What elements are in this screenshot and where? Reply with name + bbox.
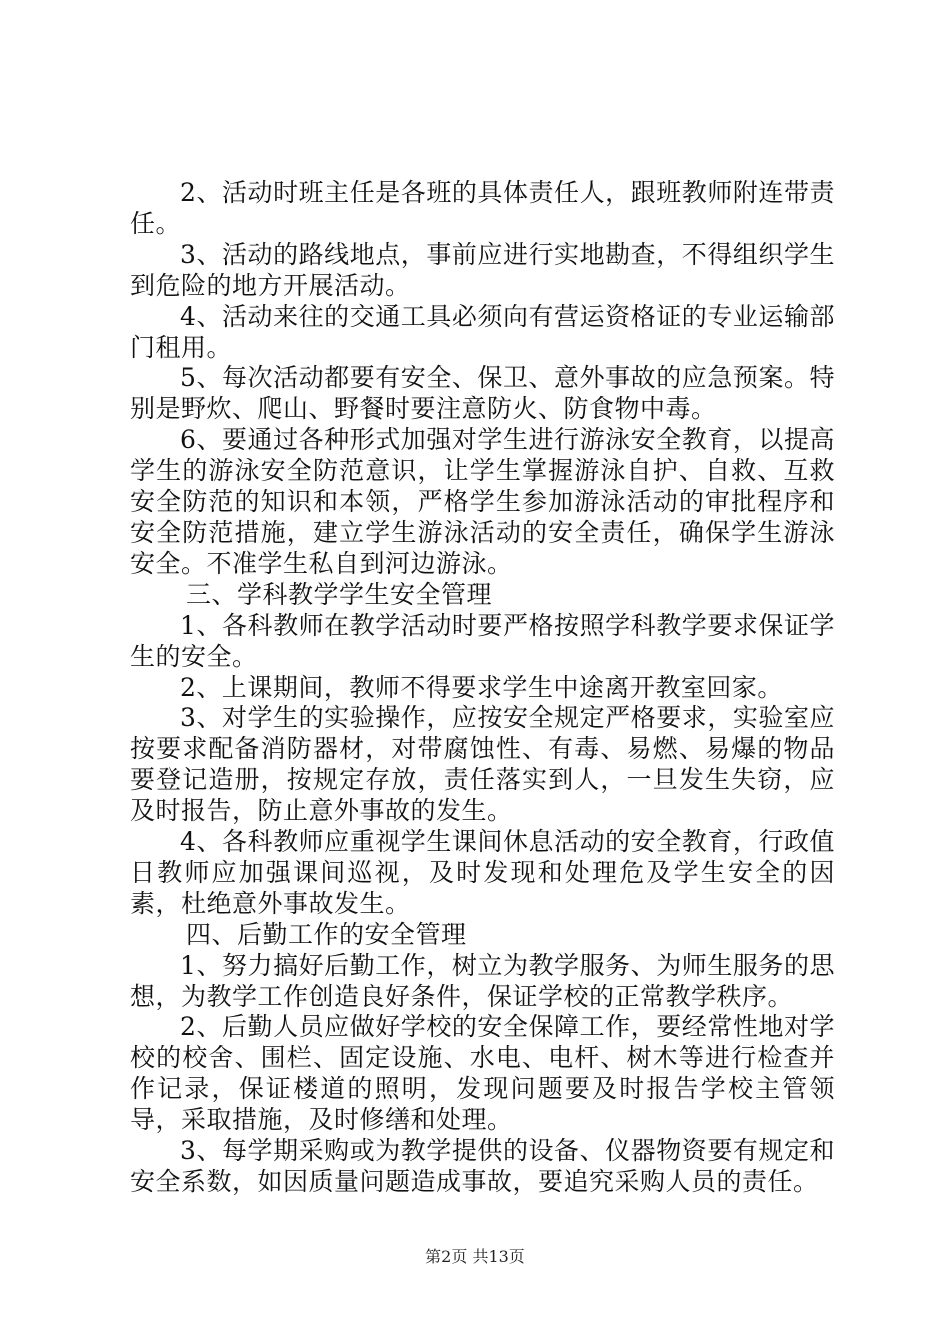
paragraph-item-3: 3、对学生的实验操作，应按安全规定严格要求，实验室应按要求配备消防器材，对带腐蚀性、有毒、易燃、易爆的物品要登记造册，按规定存放，责任落实到人，一旦发生失窃，应及时报告，防止意外事故的发生。 xyxy=(130,703,835,826)
page-number-footer: 第2页 共13页 xyxy=(425,1247,525,1266)
paragraph-item-2: 2、上课期间，教师不得要求学生中途离开教室回家。 xyxy=(180,672,783,702)
paragraph-item-5: 5、每次活动都要有安全、保卫、意外事故的应急预案。特别是野炊、爬山、野餐时要注意防火、防食物中毒。 xyxy=(130,363,835,424)
paragraph-item-2: 2、后勤人员应做好学校的安全保障工作，要经常性地对学校的校舍、围栏、固定设施、水电、电杆、树木等进行检查并作记录，保证楼道的照明，发现问题要及时报告学校主管领导，采取措施，及时修缮和处理。 xyxy=(130,1012,835,1135)
paragraph-item-3: 3、活动的路线地点，事前应进行实地勘查，不得组织学生到危险的地方开展活动。 xyxy=(130,239,835,300)
paragraph-item-2: 2、活动时班主任是各班的具体责任人，跟班教师附连带责任。 xyxy=(130,178,835,238)
paragraph-item-6: 6、要通过各种形式加强对学生进行游泳安全教育，以提高学生的游泳安全防范意识，让学生掌握游泳自护、自救、互救安全防范的知识和本领，严格学生参加游泳活动的审批程序和安全防范措施，建立学生游泳活动的安全责任，确保学生游泳安全。不准学生私自到河边游泳。 xyxy=(130,425,835,578)
section-heading-3: 三、学科教学学生安全管理 xyxy=(186,579,493,609)
paragraph-item-4: 4、活动来往的交通工具必须向有营运资格证的专业运输部门租用。 xyxy=(130,301,835,362)
document-body xyxy=(130,178,835,1198)
paragraph-item-1: 1、努力搞好后勤工作，树立为教学服务、为师生服务的思想，为教学工作创造良好条件，保证学校的正常教学秩序。 xyxy=(130,950,835,1011)
section-heading-4: 四、后勤工作的安全管理 xyxy=(186,919,467,949)
paragraph-item-3: 3、每学期采购或为教学提供的设备、仪器物资要有规定和安全系数，如因质量问题造成事故，要追究采购人员的责任。 xyxy=(130,1136,835,1196)
paragraph-item-4: 4、各科教师应重视学生课间休息活动的安全教育，行政值日教师应加强课间巡视，及时发现和处理危及学生安全的因素，杜绝意外事故发生。 xyxy=(130,827,835,918)
paragraph-item-1: 1、各科教师在教学活动时要严格按照学科教学要求保证学生的安全。 xyxy=(130,610,835,671)
